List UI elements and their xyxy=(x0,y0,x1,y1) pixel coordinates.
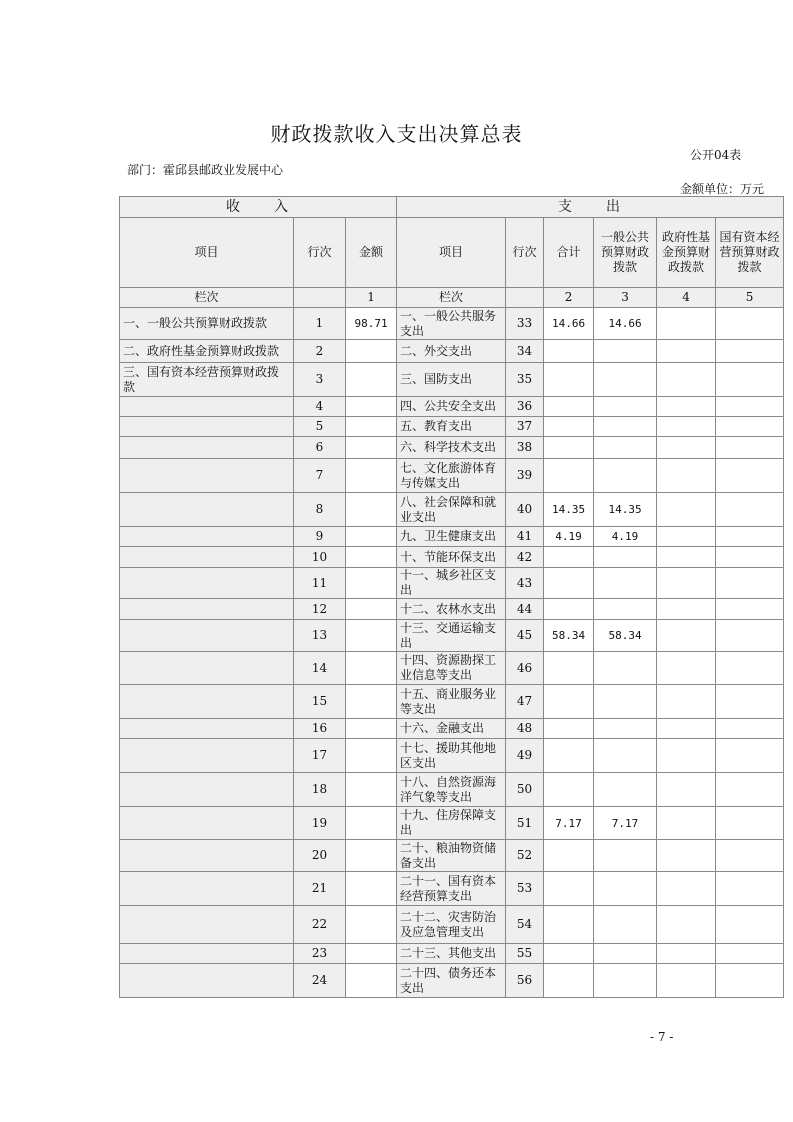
expense-state xyxy=(716,906,784,944)
col-index-5: 5 xyxy=(716,288,784,308)
income-amount xyxy=(346,437,397,459)
col-index-empty2 xyxy=(506,288,544,308)
income-item xyxy=(120,568,294,599)
income-amount xyxy=(346,493,397,527)
col-amount: 金额 xyxy=(346,218,397,288)
income-amount xyxy=(346,739,397,773)
expense-general: 58.34 xyxy=(594,620,657,652)
income-item: 二、政府性基金预算财政拨款 xyxy=(120,340,294,363)
expense-fund xyxy=(657,840,716,872)
income-amount xyxy=(346,568,397,599)
income-row-no: 24 xyxy=(294,964,346,998)
income-row-no: 9 xyxy=(294,527,346,547)
expense-general xyxy=(594,719,657,739)
table-row xyxy=(120,719,784,739)
col-index-3: 3 xyxy=(594,288,657,308)
income-item xyxy=(120,493,294,527)
income-amount xyxy=(346,840,397,872)
expense-row-no: 37 xyxy=(506,417,544,437)
expense-fund xyxy=(657,807,716,840)
table-row xyxy=(120,872,784,906)
expense-item: 十六、金融支出 xyxy=(397,719,506,739)
expense-total xyxy=(544,906,594,944)
table-row xyxy=(120,906,784,944)
expense-row-no: 34 xyxy=(506,340,544,363)
expense-state xyxy=(716,944,784,964)
income-item xyxy=(120,807,294,840)
expense-state xyxy=(716,964,784,998)
col-index-4: 4 xyxy=(657,288,716,308)
expense-state xyxy=(716,459,784,493)
expense-total: 7.17 xyxy=(544,807,594,840)
table-row xyxy=(120,807,784,840)
col-index-empty xyxy=(294,288,346,308)
expense-total xyxy=(544,417,594,437)
income-amount xyxy=(346,620,397,652)
expense-item: 二十四、债务还本支出 xyxy=(397,964,506,998)
col-total: 合计 xyxy=(544,218,594,288)
table-row xyxy=(120,620,784,652)
form-number: 公开04表 xyxy=(690,148,742,162)
expense-total xyxy=(544,363,594,397)
table-row xyxy=(120,773,784,807)
col-item2: 项目 xyxy=(397,218,506,288)
expense-row-no: 48 xyxy=(506,719,544,739)
income-item xyxy=(120,620,294,652)
expense-state xyxy=(716,527,784,547)
expense-total xyxy=(544,568,594,599)
table-row xyxy=(120,599,784,620)
expense-item: 十五、商业服务业等支出 xyxy=(397,685,506,719)
income-row-no: 22 xyxy=(294,906,346,944)
expense-item: 二十二、灾害防治及应急管理支出 xyxy=(397,906,506,944)
expense-total xyxy=(544,437,594,459)
expense-general: 14.35 xyxy=(594,493,657,527)
income-amount xyxy=(346,459,397,493)
expense-fund xyxy=(657,599,716,620)
expense-state xyxy=(716,652,784,685)
expense-row-no: 51 xyxy=(506,807,544,840)
expense-general xyxy=(594,685,657,719)
income-amount xyxy=(346,773,397,807)
expense-row-no: 45 xyxy=(506,620,544,652)
expense-item: 十二、农林水支出 xyxy=(397,599,506,620)
expense-total xyxy=(544,340,594,363)
expense-fund xyxy=(657,397,716,417)
expense-total xyxy=(544,547,594,568)
expense-item: 二十、粮油物资储备支出 xyxy=(397,840,506,872)
income-amount xyxy=(346,397,397,417)
expense-state xyxy=(716,719,784,739)
table-row xyxy=(120,944,784,964)
expense-item: 三、国防支出 xyxy=(397,363,506,397)
expense-general xyxy=(594,340,657,363)
table-row xyxy=(120,568,784,599)
expense-state xyxy=(716,807,784,840)
income-row-no: 3 xyxy=(294,363,346,397)
income-item xyxy=(120,685,294,719)
expense-general: 14.66 xyxy=(594,308,657,340)
income-amount xyxy=(346,417,397,437)
income-row-no: 10 xyxy=(294,547,346,568)
expense-state xyxy=(716,739,784,773)
expense-general xyxy=(594,840,657,872)
expense-general xyxy=(594,599,657,620)
expense-row-no: 49 xyxy=(506,739,544,773)
expense-row-no: 43 xyxy=(506,568,544,599)
expense-header: 支 出 xyxy=(397,197,784,218)
col-item: 项目 xyxy=(120,218,294,288)
table-row xyxy=(120,493,784,527)
expense-row-no: 36 xyxy=(506,397,544,417)
expense-fund xyxy=(657,739,716,773)
expense-item: 十一、城乡社区支出 xyxy=(397,568,506,599)
unit-label: 金额单位：万元 xyxy=(680,182,765,196)
income-row-no: 8 xyxy=(294,493,346,527)
expense-item: 六、科学技术支出 xyxy=(397,437,506,459)
income-item xyxy=(120,906,294,944)
expense-total xyxy=(544,652,594,685)
income-item xyxy=(120,459,294,493)
income-amount xyxy=(346,872,397,906)
expense-total xyxy=(544,719,594,739)
expense-total xyxy=(544,944,594,964)
expense-total: 58.34 xyxy=(544,620,594,652)
income-row-no: 4 xyxy=(294,397,346,417)
expense-fund xyxy=(657,620,716,652)
income-amount xyxy=(346,719,397,739)
income-item xyxy=(120,397,294,417)
expense-state xyxy=(716,599,784,620)
table-row xyxy=(120,685,784,719)
expense-item: 十四、资源勘探工业信息等支出 xyxy=(397,652,506,685)
income-row-no: 13 xyxy=(294,620,346,652)
table-row xyxy=(120,308,784,340)
income-item xyxy=(120,840,294,872)
col-general: 一般公共预算财政拨款 xyxy=(594,218,657,288)
income-row-no: 23 xyxy=(294,944,346,964)
expense-total xyxy=(544,739,594,773)
col-index-1: 1 xyxy=(346,288,397,308)
table-row xyxy=(120,397,784,417)
income-item xyxy=(120,719,294,739)
income-item xyxy=(120,547,294,568)
income-item xyxy=(120,652,294,685)
expense-general xyxy=(594,652,657,685)
income-amount xyxy=(346,685,397,719)
income-amount xyxy=(346,906,397,944)
expense-row-no: 39 xyxy=(506,459,544,493)
expense-row-no: 38 xyxy=(506,437,544,459)
expense-total xyxy=(544,773,594,807)
expense-item: 十八、自然资源海洋气象等支出 xyxy=(397,773,506,807)
expense-total xyxy=(544,964,594,998)
expense-fund xyxy=(657,568,716,599)
income-amount xyxy=(346,527,397,547)
income-row-no: 7 xyxy=(294,459,346,493)
expense-fund xyxy=(657,340,716,363)
expense-general xyxy=(594,872,657,906)
expense-row-no: 55 xyxy=(506,944,544,964)
income-row-no: 16 xyxy=(294,719,346,739)
table-row xyxy=(120,340,784,363)
expense-state xyxy=(716,568,784,599)
expense-general xyxy=(594,944,657,964)
expense-fund xyxy=(657,685,716,719)
expense-state xyxy=(716,417,784,437)
expense-fund xyxy=(657,459,716,493)
col-state: 国有资本经营预算财政拨款 xyxy=(716,218,784,288)
expense-state xyxy=(716,840,784,872)
expense-fund xyxy=(657,437,716,459)
expense-fund xyxy=(657,493,716,527)
expense-fund xyxy=(657,652,716,685)
expense-general xyxy=(594,964,657,998)
income-header: 收 入 xyxy=(120,197,397,218)
expense-row-no: 44 xyxy=(506,599,544,620)
income-row-no: 17 xyxy=(294,739,346,773)
expense-general xyxy=(594,459,657,493)
expense-item: 十、节能环保支出 xyxy=(397,547,506,568)
expense-item: 五、教育支出 xyxy=(397,417,506,437)
income-row-no: 21 xyxy=(294,872,346,906)
expense-state xyxy=(716,547,784,568)
expense-fund xyxy=(657,964,716,998)
income-item xyxy=(120,599,294,620)
expense-item: 二十三、其他支出 xyxy=(397,944,506,964)
expense-item: 一、一般公共服务支出 xyxy=(397,308,506,340)
expense-total: 4.19 xyxy=(544,527,594,547)
income-amount xyxy=(346,340,397,363)
table-row xyxy=(120,652,784,685)
expense-fund xyxy=(657,308,716,340)
expense-item: 七、文化旅游体育与传媒支出 xyxy=(397,459,506,493)
expense-state xyxy=(716,872,784,906)
expense-general xyxy=(594,773,657,807)
income-row-no: 18 xyxy=(294,773,346,807)
expense-item: 十九、住房保障支出 xyxy=(397,807,506,840)
income-amount xyxy=(346,363,397,397)
expense-row-no: 50 xyxy=(506,773,544,807)
table-row xyxy=(120,964,784,998)
income-row-no: 12 xyxy=(294,599,346,620)
table-row xyxy=(120,437,784,459)
expense-total: 14.66 xyxy=(544,308,594,340)
income-row-no: 1 xyxy=(294,308,346,340)
expense-total: 14.35 xyxy=(544,493,594,527)
table-row xyxy=(120,417,784,437)
expense-fund xyxy=(657,944,716,964)
expense-row-no: 47 xyxy=(506,685,544,719)
col-index-2: 2 xyxy=(544,288,594,308)
expense-state xyxy=(716,308,784,340)
expense-general xyxy=(594,547,657,568)
expense-row-no: 41 xyxy=(506,527,544,547)
expense-total xyxy=(544,459,594,493)
expense-item: 二、外交支出 xyxy=(397,340,506,363)
expense-fund xyxy=(657,417,716,437)
expense-row-no: 53 xyxy=(506,872,544,906)
expense-state xyxy=(716,620,784,652)
table-row xyxy=(120,547,784,568)
expense-total xyxy=(544,397,594,417)
income-amount xyxy=(346,964,397,998)
col-fund: 政府性基金预算财政拨款 xyxy=(657,218,716,288)
income-amount xyxy=(346,599,397,620)
expense-item: 九、卫生健康支出 xyxy=(397,527,506,547)
expense-row-no: 54 xyxy=(506,906,544,944)
table-row xyxy=(120,459,784,493)
expense-general xyxy=(594,906,657,944)
expense-row-no: 42 xyxy=(506,547,544,568)
income-item xyxy=(120,739,294,773)
income-row-no: 19 xyxy=(294,807,346,840)
expense-fund xyxy=(657,719,716,739)
expense-item: 二十一、国有资本经营预算支出 xyxy=(397,872,506,906)
income-amount xyxy=(346,807,397,840)
income-item xyxy=(120,872,294,906)
income-amount xyxy=(346,652,397,685)
expense-general xyxy=(594,739,657,773)
table-row xyxy=(120,840,784,872)
income-amount xyxy=(346,547,397,568)
income-amount xyxy=(346,944,397,964)
income-row-no: 15 xyxy=(294,685,346,719)
income-row-no: 5 xyxy=(294,417,346,437)
expense-row-no: 56 xyxy=(506,964,544,998)
income-item: 三、国有资本经营预算财政拨款 xyxy=(120,363,294,397)
income-row-no: 14 xyxy=(294,652,346,685)
income-row-no: 2 xyxy=(294,340,346,363)
table-row xyxy=(120,363,784,397)
expense-general: 4.19 xyxy=(594,527,657,547)
budget-table xyxy=(119,196,784,998)
income-row-no: 11 xyxy=(294,568,346,599)
col-row-no2: 行次 xyxy=(506,218,544,288)
expense-fund xyxy=(657,773,716,807)
expense-general: 7.17 xyxy=(594,807,657,840)
expense-total xyxy=(544,872,594,906)
expense-general xyxy=(594,363,657,397)
expense-item: 八、社会保障和就业支出 xyxy=(397,493,506,527)
expense-state xyxy=(716,437,784,459)
expense-state xyxy=(716,340,784,363)
expense-fund xyxy=(657,363,716,397)
expense-state xyxy=(716,685,784,719)
income-item xyxy=(120,527,294,547)
income-item: 一、一般公共预算财政拨款 xyxy=(120,308,294,340)
expense-total xyxy=(544,685,594,719)
col-index-label: 栏次 xyxy=(120,288,294,308)
expense-row-no: 40 xyxy=(506,493,544,527)
expense-row-no: 35 xyxy=(506,363,544,397)
expense-state xyxy=(716,397,784,417)
expense-fund xyxy=(657,906,716,944)
expense-fund xyxy=(657,547,716,568)
table-row xyxy=(120,527,784,547)
income-item xyxy=(120,417,294,437)
expense-state xyxy=(716,363,784,397)
expense-fund xyxy=(657,527,716,547)
expense-general xyxy=(594,568,657,599)
department-label: 部门：霍邱县邮政业发展中心 xyxy=(127,163,284,177)
expense-state xyxy=(716,493,784,527)
expense-general xyxy=(594,437,657,459)
expense-fund xyxy=(657,872,716,906)
col-row-no: 行次 xyxy=(294,218,346,288)
expense-total xyxy=(544,840,594,872)
expense-item: 十七、援助其他地区支出 xyxy=(397,739,506,773)
income-item xyxy=(120,437,294,459)
income-item xyxy=(120,964,294,998)
income-row-no: 6 xyxy=(294,437,346,459)
expense-total xyxy=(544,599,594,620)
page-number: - 7 - xyxy=(650,1030,674,1044)
expense-row-no: 33 xyxy=(506,308,544,340)
expense-general xyxy=(594,417,657,437)
expense-item: 十三、交通运输支出 xyxy=(397,620,506,652)
expense-general xyxy=(594,397,657,417)
income-item xyxy=(120,944,294,964)
income-row-no: 20 xyxy=(294,840,346,872)
expense-item: 四、公共安全支出 xyxy=(397,397,506,417)
income-amount: 98.71 xyxy=(346,308,397,340)
col-index-label2: 栏次 xyxy=(397,288,506,308)
expense-state xyxy=(716,773,784,807)
expense-row-no: 52 xyxy=(506,840,544,872)
income-item xyxy=(120,773,294,807)
page-title: 财政拨款收入支出决算总表 xyxy=(270,122,523,146)
table-row xyxy=(120,739,784,773)
expense-row-no: 46 xyxy=(506,652,544,685)
